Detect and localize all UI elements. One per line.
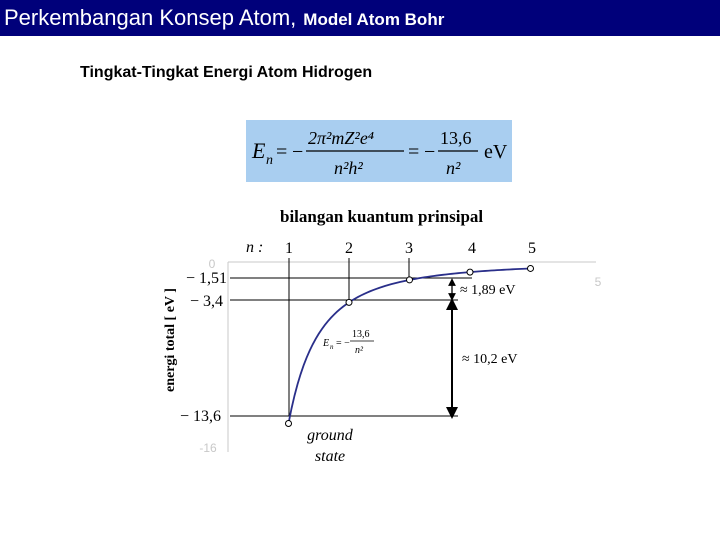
- inset-denominator: n²: [355, 345, 363, 356]
- gap-label-small: ≈ 1,89 eV: [460, 283, 516, 298]
- formula-numerator-2: 13,6: [440, 128, 472, 148]
- energy-point-n5: [528, 265, 534, 271]
- n-value-1: 1: [285, 240, 293, 257]
- slide-title: Perkembangan Konsep Atom,: [4, 5, 297, 30]
- energy-label-n3: − 1,51: [186, 270, 228, 287]
- ground-state-label-2: state: [314, 448, 346, 465]
- inset-rhs: = −: [336, 338, 350, 349]
- energy-point-n1: [286, 421, 292, 427]
- energy-label-n2: − 3,4: [190, 293, 224, 310]
- ghost-tick-16: -16: [199, 441, 217, 455]
- slide-subtitle: Model Atom Bohr: [303, 10, 445, 29]
- n-value-4: 4: [468, 240, 476, 257]
- section-heading: Tingkat-Tingkat Energi Atom Hidrogen: [80, 64, 373, 81]
- formula-unit: eV: [484, 141, 508, 163]
- formula-minus-1: −: [292, 141, 304, 163]
- formula-equals-2: =: [408, 141, 420, 163]
- energy-point-n2: [346, 299, 352, 305]
- diagram-top-label: bilangan kuantum prinsipal: [280, 207, 484, 226]
- energy-label-n1: − 13,6: [180, 408, 222, 425]
- n-value-2: 2: [345, 240, 353, 257]
- inset-lhs: E: [323, 338, 330, 349]
- formula-denominator-2: n²: [446, 158, 461, 178]
- energy-point-n4: [467, 269, 473, 275]
- y-axis-label: energi total [ eV ]: [163, 288, 178, 392]
- inset-lhs-sub: n: [330, 343, 334, 351]
- formula-numerator-1: 2π²mZ²e⁴: [308, 128, 375, 148]
- formula-denominator-1: n²h²: [334, 158, 363, 178]
- n-value-3: 3: [405, 240, 413, 257]
- inset-numerator: 13,6: [352, 329, 370, 340]
- n-label: n :: [246, 239, 264, 256]
- formula-minus-2: −: [424, 141, 436, 163]
- n-value-5: 5: [528, 240, 536, 257]
- gap-label-large: ≈ 10,2 eV: [462, 352, 518, 367]
- ghost-tick-5: 5: [594, 275, 602, 289]
- inset-formula: [322, 329, 374, 356]
- ghost-tick-0: 0: [208, 257, 216, 271]
- n-value-labels: [285, 240, 536, 257]
- energy-point-n3: [407, 277, 413, 283]
- formula-lhs: E: [252, 138, 266, 163]
- formula-equals-1: =: [276, 141, 288, 163]
- ground-state-label-1: ground: [307, 427, 353, 444]
- formula-lhs-sub: n: [266, 153, 273, 168]
